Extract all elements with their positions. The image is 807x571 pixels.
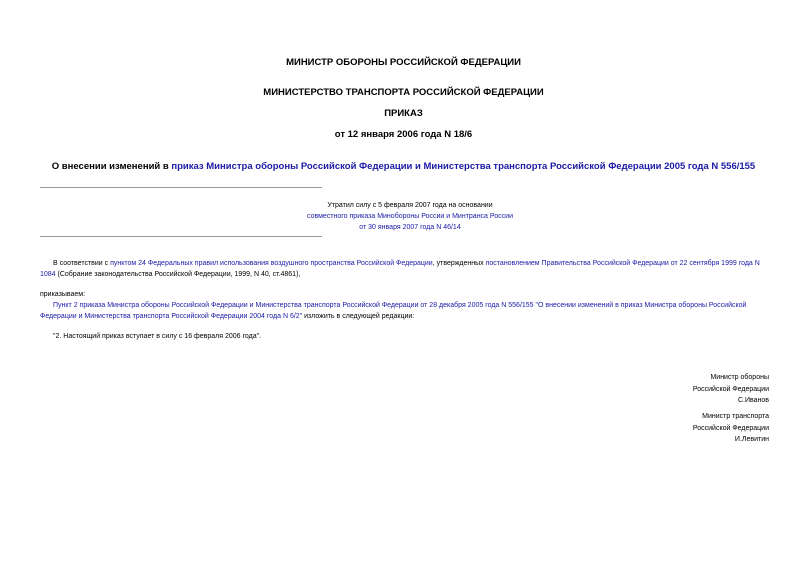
repeal-order-link[interactable]: совместного приказа Минобороны России и Минтранса России bbox=[307, 213, 513, 220]
document-date-number: от 12 января 2006 года N 18/6 bbox=[334, 129, 473, 140]
new-wording-paragraph: "2. Настоящий приказ вступает в силу с 16 февраля 2006 года". bbox=[53, 333, 262, 340]
main-paragraph bbox=[40, 300, 770, 322]
ministry-defense-heading: МИНИСТР ОБОРОНЫ РОССИЙСКОЙ ФЕДЕРАЦИИ bbox=[286, 57, 521, 68]
ministry-transport-heading: МИНИСТЕРСТВО ТРАНСПОРТА РОССИЙСКОЙ ФЕДЕРАЦИИ bbox=[263, 87, 544, 98]
repeal-order-date-link[interactable]: от 30 января 2007 года N 46/14 bbox=[359, 224, 461, 231]
signature-defense-minister bbox=[693, 372, 769, 407]
preamble-paragraph bbox=[40, 258, 770, 280]
preamble-end: (Собрание законодательства Российской Федерации, 1999, N 40, ст.4861), bbox=[55, 271, 301, 278]
signature-defense-name: С.Иванов bbox=[737, 397, 769, 404]
signature-transport-country: Российской Федерации bbox=[692, 424, 769, 432]
preamble-start: В соответствии с bbox=[53, 260, 111, 267]
signature-defense-title: Министр обороны bbox=[710, 374, 769, 381]
main-paragraph-end: изложить в следующей редакции: bbox=[302, 313, 415, 320]
signature-defense-country: Российской Федерации bbox=[692, 385, 769, 393]
status-note bbox=[40, 200, 780, 233]
government-decree-link[interactable]: постановлением Правительства Российской Федерации от 22 сентября 1999 года N 1084 bbox=[40, 260, 760, 278]
document-title bbox=[0, 161, 807, 172]
signature-transport-name: И.Левитин bbox=[734, 436, 769, 443]
amended-order-link[interactable]: приказ Министра обороны Российской Федерации и Министерства транспорта Российской Федерации 2005 года N 556/155 bbox=[171, 161, 756, 172]
preamble-mid: , утвержденных bbox=[432, 260, 486, 267]
amended-item-link[interactable]: Пункт 2 приказа Министра обороны Российской Федерации и Министерства транспорта Российской Федерации от 28 декабря 2005 года N 556/155 "О внесении изменений в приказ Министра обороны Российской Федерации и Министерства транспорта Российской Федерации 2004 года N 6/2" bbox=[40, 302, 747, 320]
document-type: ПРИКАЗ bbox=[384, 108, 423, 119]
document-title-prefix: О внесении изменений в bbox=[51, 161, 172, 172]
order-word: приказываем: bbox=[40, 291, 86, 298]
top-divider bbox=[40, 187, 322, 188]
federal-rules-link[interactable]: пунктом 24 Федеральных правил использования воздушного пространства Российской Федерации bbox=[110, 260, 433, 267]
signature-transport-minister bbox=[693, 411, 769, 446]
signature-transport-title: Министр транспорта bbox=[702, 413, 769, 420]
bottom-divider bbox=[40, 236, 322, 237]
status-note-line1: Утратил силу с 5 февраля 2007 года на основании bbox=[327, 202, 493, 209]
